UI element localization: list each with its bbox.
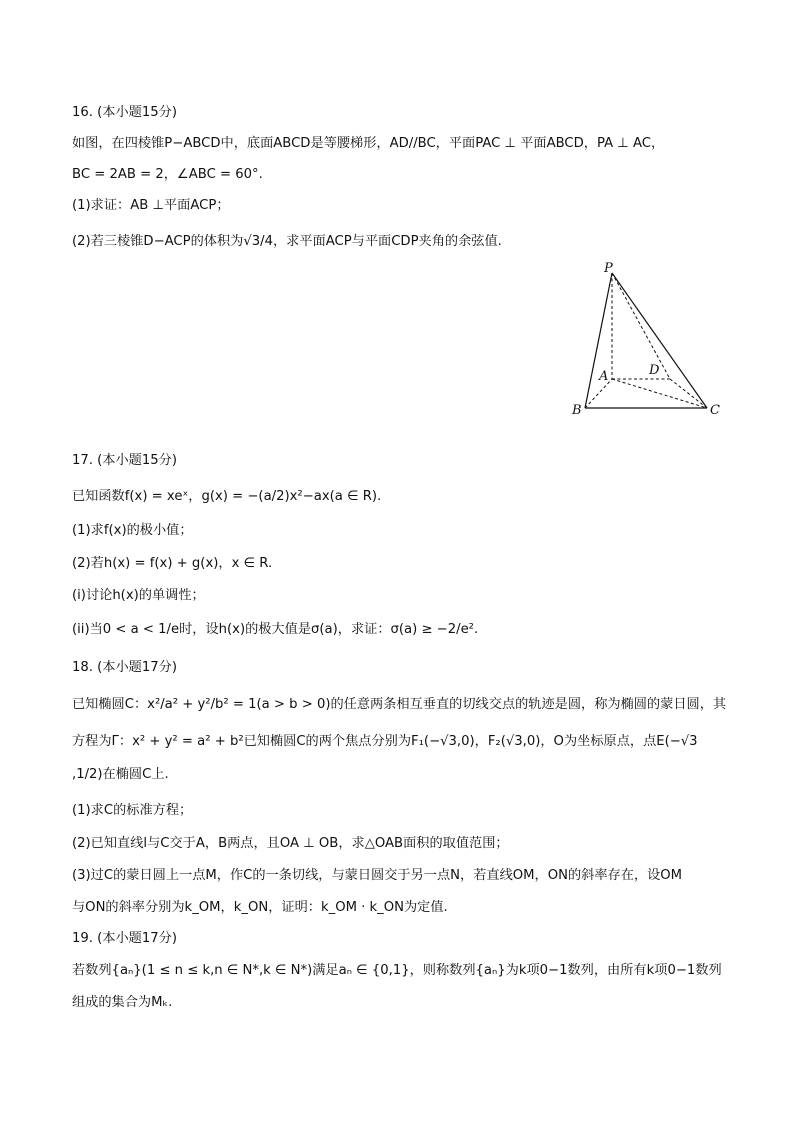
problem-17-part-2: (2)若h(x) = f(x) + g(x)，x ∈ R.	[72, 556, 273, 571]
problem-16-text-1: 如图，在四棱锥P−ABCD中，底面ABCD是等腰梯形，AD//BC，平面PAC ⊥ 平面ABCD，PA ⊥ AC，	[72, 136, 665, 151]
problem-17-part-2i: (i)讨论h(x)的单调性；	[72, 588, 205, 603]
label-D: D	[649, 363, 660, 378]
label-C: C	[710, 403, 720, 418]
problem-19-heading: 19. (本小题17分)	[72, 931, 177, 946]
problem-16-text-2: BC = 2AB = 2，∠ABC = 60°.	[72, 167, 263, 182]
problem-18-text-1: 已知椭圆C：x²/a² + y²/b² = 1(a > b > 0)的任意两条相互垂直的切线交点的轨迹是圆，称为椭圆的蒙日圆，其	[72, 697, 727, 712]
problem-17-heading: 17. (本小题15分)	[72, 453, 177, 468]
label-B: B	[572, 403, 582, 418]
problem-18-part-3-cont: 与ON的斜率分别为k_OM，k_ON，证明：k_OM · k_ON为定值.	[72, 900, 448, 915]
label-A: A	[599, 369, 609, 384]
pyramid-figure	[565, 256, 725, 426]
problem-19-text-2: 组成的集合为Mₖ.	[72, 995, 173, 1010]
problem-18-heading: 18. (本小题17分)	[72, 660, 177, 675]
problem-17-part-1: (1)求f(x)的极小值；	[72, 523, 193, 538]
label-P: P	[604, 261, 613, 276]
problem-19-text-1: 若数列{aₙ}(1 ≤ n ≤ k,n ∈ N*,k ∈ N*)满足aₙ ∈ {0,1}，则称数列{aₙ}为k项0−1数列，由所有k项0−1数列	[72, 963, 722, 978]
problem-18-part-3: (3)过C的蒙日圆上一点M，作C的一条切线，与蒙日圆交于另一点N，若直线OM，ON的斜率存在，设OM	[72, 868, 683, 883]
problem-18-part-2: (2)已知直线l与C交于A，B两点，且OA ⊥ OB，求△OAB面积的取值范围；	[72, 836, 509, 851]
pyramid-diagram	[565, 256, 725, 426]
problem-18-part-1: (1)求C的标准方程；	[72, 803, 193, 818]
problem-18-text-2: 方程为Γ：x² + y² = a² + b²已知椭圆C的两个焦点分别为F₁(−√3,0)，F₂(√3,0)，O为坐标原点，点E(−√3	[72, 734, 698, 749]
problem-17-part-2ii: (ii)当0 < a < 1/e时，设h(x)的极大值是σ(a)，求证：σ(a) ≥ −2/e².	[72, 622, 479, 637]
problem-18-text-3: ,1/2)在椭圆C上.	[72, 767, 169, 782]
problem-16-heading: 16. (本小题15分)	[72, 105, 177, 120]
problem-17-text: 已知函数f(x) = xeˣ，g(x) = −(a/2)x²−ax(a ∈ R).	[72, 489, 382, 504]
problem-16-part-2: (2)若三棱锥D−ACP的体积为√3/4，求平面ACP与平面CDP夹角的余弦值.	[72, 234, 502, 249]
problem-16-part-1: (1)求证：AB ⊥平面ACP；	[72, 198, 230, 213]
